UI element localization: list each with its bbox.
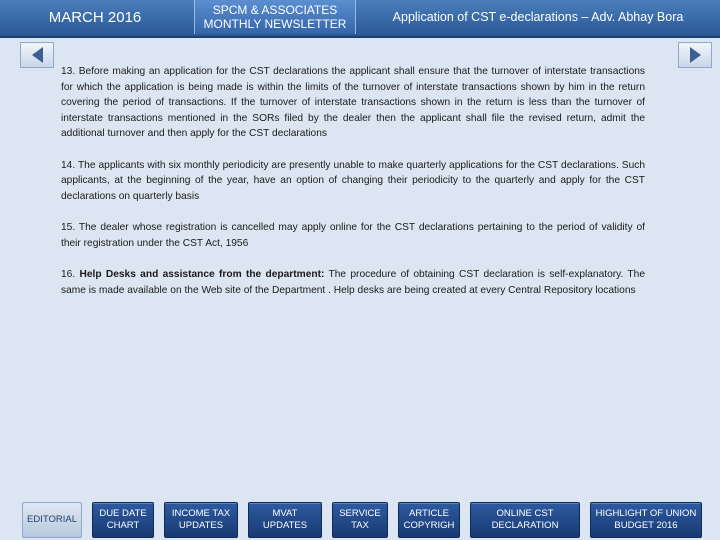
- next-page-button[interactable]: [678, 42, 712, 68]
- newsletter-title-line1: SPCM & ASSOCIATES: [212, 3, 338, 17]
- editorial-button[interactable]: [22, 502, 82, 538]
- paragraph-13: 13. Before making an application for the CST declarations the applicant shall ensure that the turnover of interstate transactions for which the application is being made is within the limits of the turnover of interstate transactions shown by him in the return covering the period of transactions. If the turnover of interstate transactions shown in the return is less than the turnover of interstate transactions mentioned in the SORs filed by the dealer then the applicant shall file the revised return, admit the additional turnover and then apply for the CST declarations: [61, 66, 645, 139]
- paragraph-16-text: The procedure of obtaining CST declaration is self-explanatory. The same is made available on the Web site of the Department . Help desks are being created at every Central Repository locations: [61, 269, 645, 296]
- editorial-label: EDITORIAL: [27, 514, 77, 525]
- arrow-right-icon: [690, 47, 701, 63]
- income-tax-updates-label: INCOME TAX UPDATES: [171, 508, 231, 531]
- article-title: Application of CST e-declarations – Adv. Abhay Bora: [392, 10, 684, 24]
- income-tax-updates-button[interactable]: [164, 502, 238, 538]
- service-tax-button[interactable]: [332, 502, 388, 538]
- issue-month: MARCH 2016: [48, 8, 142, 26]
- paragraph-16: [61, 267, 645, 298]
- previous-page-button[interactable]: [20, 42, 54, 68]
- paragraph-15: 15. The dealer whose registration is cancelled may apply online for the CST declarations pertaining to the period of validity of their registration under the CST Act, 1956: [61, 222, 645, 249]
- online-cst-declaration-button[interactable]: [470, 502, 580, 538]
- paragraph-14: 14. The applicants with six monthly periodicity are presently unable to make quarterly applications for the CST declarations. Such applicants, at the beginning of the year, have an option of changing their periodicity to the quarterly and apply for the CST declarations on quarterly basis: [61, 159, 645, 202]
- online-cst-declaration-label: ONLINE CST DECLARATION: [491, 508, 559, 531]
- article-body: [61, 64, 645, 314]
- due-date-chart-button[interactable]: [92, 502, 154, 538]
- newsletter-title: [194, 0, 356, 34]
- paragraph-16-heading: Help Desks and assistance from the department:: [79, 269, 325, 280]
- due-date-chart-label: DUE DATE CHART: [99, 508, 147, 531]
- mvat-updates-label: MVAT UPDATES: [262, 508, 308, 531]
- newsletter-title-line2: MONTHLY NEWSLETTER: [203, 17, 347, 31]
- article-copyright-label: ARTICLE COPYRIGH: [403, 508, 455, 531]
- article-copyright-button[interactable]: [398, 502, 460, 538]
- mvat-updates-button[interactable]: [248, 502, 322, 538]
- arrow-left-icon: [32, 47, 43, 63]
- service-tax-label: SERVICE TAX: [339, 508, 381, 531]
- paragraph-16-number: 16.: [61, 269, 80, 280]
- footer-nav: [0, 498, 720, 540]
- union-budget-highlight-button[interactable]: [590, 502, 702, 538]
- header-bar: [0, 0, 720, 38]
- union-budget-highlight-label: HIGHLIGHT OF UNION BUDGET 2016: [595, 508, 697, 531]
